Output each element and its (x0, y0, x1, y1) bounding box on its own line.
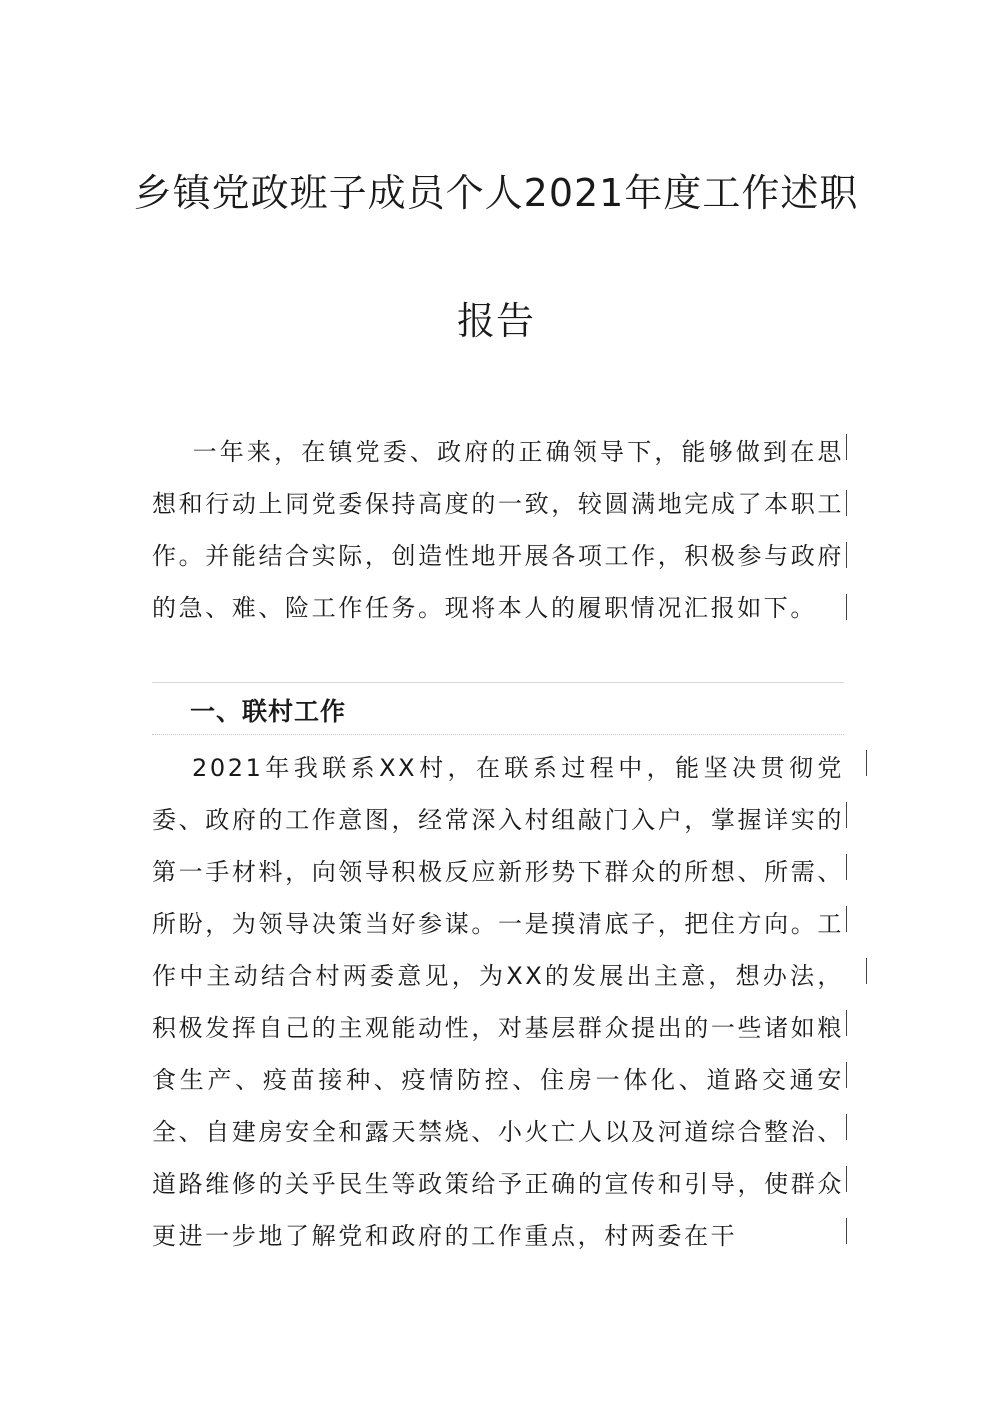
margin-mark (846, 1218, 847, 1244)
document-title-line-2: 报告 (456, 299, 535, 343)
margin-mark (846, 594, 847, 620)
margin-mark (846, 1166, 847, 1192)
margin-mark (846, 1062, 847, 1088)
village-work-paragraph-text: 2021年我联系XX村，在联系过程中，能坚决贯彻党委、政府的工作意图，经常深入村组敲门入户，掌握详实的第一手材料，向领导积极反应新形势下群众的所想、所需、所盼，为领导决策当好参谋。一是摸清底子，把住方向。工作中主动结合村两委意见，为XX的发展出主意，想办法，积极发挥自己的主观能动性，对基层群众提出的一些诸如粮食生产、疫苗接种、疫情防控、住房一体化、道路交通安全、自建房安全和露天禁烧、小火亡人以及河道综合整治、道路维修的关乎民生等政策给予正确的宣传和引导，使群众更进一步地了解党和政府的工作重点，村两委在干 (152, 754, 844, 1250)
intro-paragraph-text: 一年来，在镇党委、政府的正确领导下，能够做到在思想和行动上同党委保持高度的一致，较圆满地完成了本职工作。并能结合实际，创造性地开展各项工作，积极参与政府的急、难、险工作任务。现将本人的履职情况汇报如下。 (152, 438, 844, 622)
margin-mark (866, 958, 867, 984)
section-divider-top (152, 682, 844, 683)
margin-mark (846, 802, 847, 828)
margin-mark (866, 750, 867, 776)
margin-mark (846, 542, 847, 568)
margin-mark (846, 434, 847, 460)
margin-mark (846, 490, 847, 516)
village-work-paragraph (152, 742, 844, 1262)
margin-mark (846, 1114, 847, 1140)
margin-mark (846, 906, 847, 932)
section-heading: 一、联村工作 (190, 697, 347, 726)
section-divider-bottom (152, 734, 844, 735)
margin-mark (846, 1010, 847, 1036)
margin-mark (846, 854, 847, 880)
document-title-line-1: 乡镇党政班子成员个人2021年度工作述职 (133, 171, 859, 215)
intro-paragraph (152, 426, 844, 634)
